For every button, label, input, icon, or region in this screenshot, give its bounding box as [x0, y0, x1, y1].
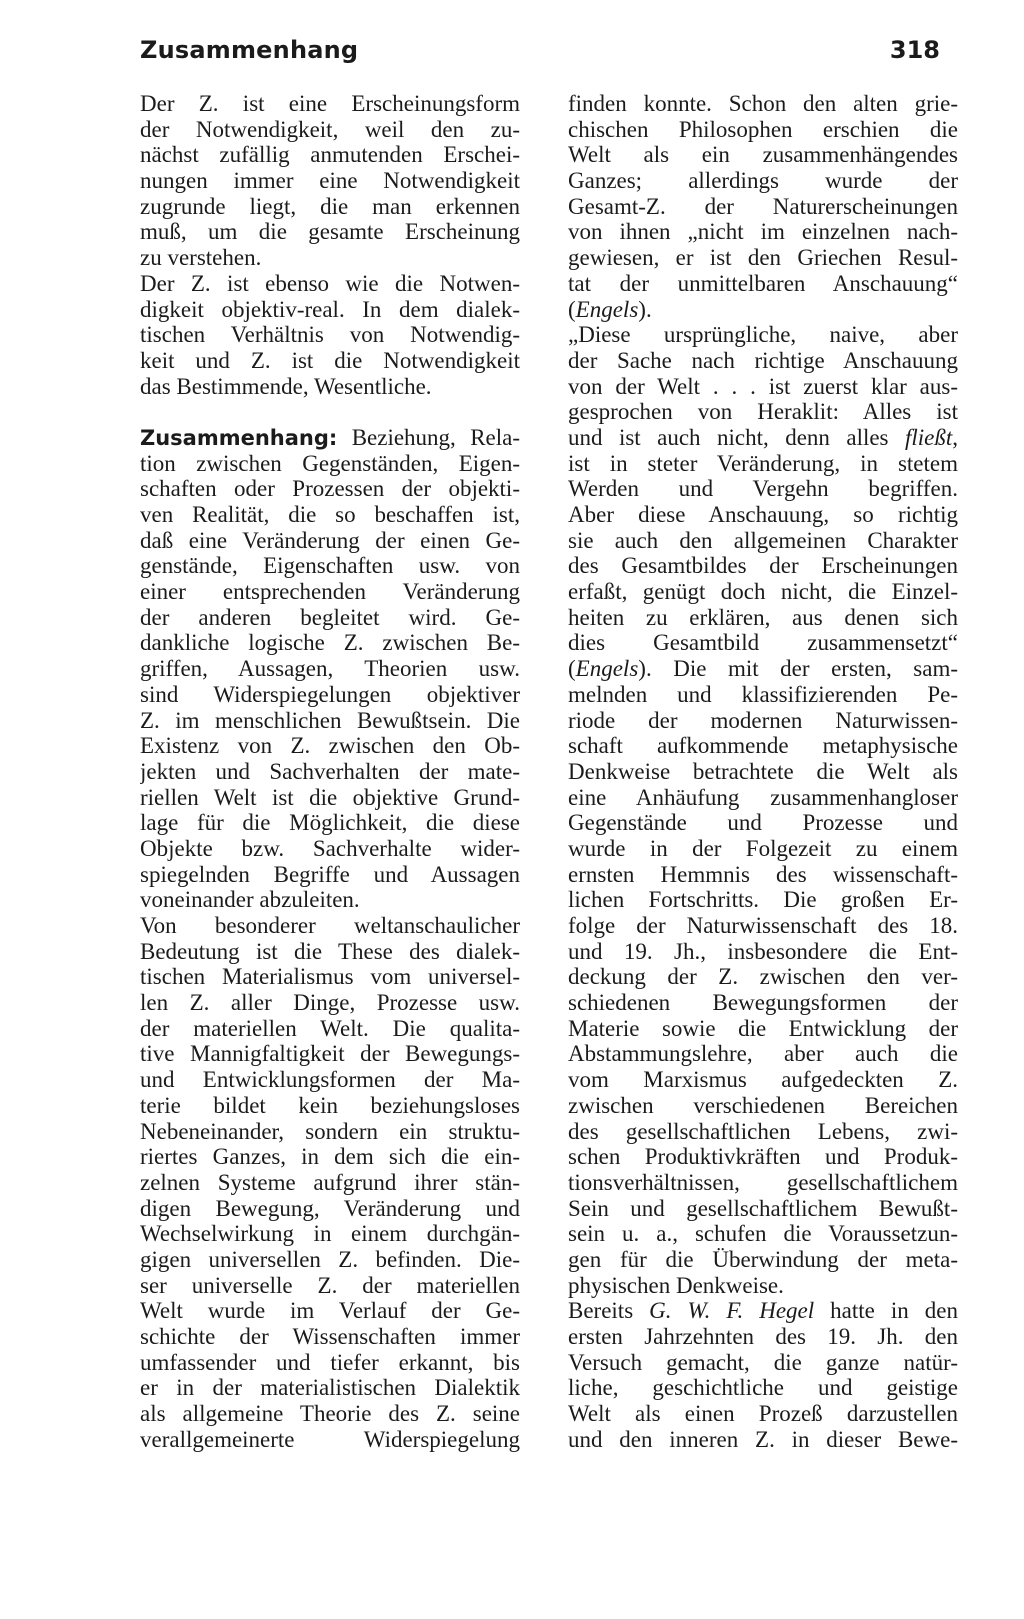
citation-open: ( — [568, 296, 576, 322]
text-line: daß eine Veränderung der einen Ge- — [140, 527, 520, 553]
paragraph — [568, 1324, 958, 1452]
text-fragment: , — [952, 424, 958, 450]
page-header — [140, 36, 940, 76]
text-line: verallgemeinerte Widerspiegelung — [140, 1426, 520, 1452]
text-line: schichte der Wissenschaften immer — [140, 1324, 520, 1349]
text-line: Welt als ein zusammenhängendes — [568, 142, 958, 168]
paragraph — [140, 271, 520, 399]
text-line: vom Marxismus aufgedeckten Z. — [568, 1067, 958, 1093]
text-line: Der Z. ist eine Erscheinungsform — [140, 91, 520, 116]
text-line: tive Mannigfaltigkeit der Bewegungs- — [140, 1041, 520, 1067]
text-line: er in der materialistischen Dialektik — [140, 1375, 520, 1401]
text-fragment: Bereits — [568, 1298, 650, 1324]
text-line: folge der Naturwissenschaft des 18. — [568, 913, 958, 938]
text-line: der Sache nach richtige Anschauung — [568, 347, 958, 373]
text-line: Werden und Vergehn begriffen. — [568, 476, 958, 502]
text-line: muß, um die gesamte Erscheinung — [140, 219, 520, 245]
text-line: spiegelnden Begriffe und Aussagen — [140, 861, 520, 887]
text-line: gesprochen von Heraklit: Alles ist — [568, 399, 958, 425]
text-line: riode der modernen Naturwissen- — [568, 707, 958, 733]
entry-text: Beziehung, Rela- — [351, 424, 520, 450]
text-line: Wechselwirkung in einem durchgän- — [140, 1221, 520, 1247]
text-line: „Diese ursprüngliche, naive, aber — [568, 322, 958, 348]
text-fragment: und ist auch nicht, denn alles — [568, 424, 905, 450]
text-line: dies Gesamtbild zusammensetzt“ — [568, 630, 958, 656]
text-line: tischen Materialismus vom universel- — [140, 964, 520, 990]
text-line: erfaßt, genügt doch nicht, die Einzel- — [568, 579, 958, 605]
text-line: voneinander abzuleiten. — [140, 887, 360, 913]
text-line: der materiellen Welt. Die qualita- — [140, 1015, 520, 1041]
text-line: der anderen begleitet wird. Ge- — [140, 604, 520, 630]
entry-body — [140, 451, 520, 913]
text-line: Materie sowie die Entwicklung der — [568, 1015, 958, 1041]
text-line: umfassender und tiefer erkannt, bis — [140, 1349, 520, 1375]
text-line: als allgemeine Theorie des Z. seine — [140, 1401, 520, 1427]
text-line: tat der unmittelbaren Anschauung“ — [568, 270, 958, 296]
text-line: gewiesen, er ist den Griechen Resul- — [568, 245, 958, 271]
text-line: terie bildet kein beziehungsloses — [140, 1092, 520, 1118]
text-line: deckung der Z. zwischen den ver- — [568, 964, 958, 990]
text-line: zugrunde liegt, die man erkennen — [140, 193, 520, 219]
text-line: digen Bewegung, Veränderung und — [140, 1195, 520, 1221]
text-line: len Z. aller Dinge, Prozesse usw. — [140, 990, 520, 1016]
text-line: griffen, Aussagen, Theorien usw. — [140, 656, 520, 682]
right-column — [568, 91, 958, 1452]
text-line: schen Produktivkräften und Produk- — [568, 1144, 958, 1170]
text-line: nächst zufällig anmutenden Erschei- — [140, 142, 520, 168]
text-line — [568, 656, 958, 682]
citation-open: ( — [568, 656, 576, 682]
text-line: chischen Philosophen erschien die — [568, 116, 958, 142]
text-line: Nebeneinander, sondern ein struktu- — [140, 1118, 520, 1144]
text-line: schaft aufkommende metaphysische — [568, 733, 958, 759]
text-line: lichen Fortschritts. Die großen Er- — [568, 887, 958, 913]
paragraph — [140, 913, 520, 1452]
running-head-title: Zusammenhang — [140, 36, 359, 64]
paragraph — [568, 682, 958, 1299]
text-line: Aber diese Anschauung, so richtig — [568, 502, 958, 527]
text-line: Abstammungslehre, aber auch die — [568, 1041, 958, 1067]
paragraph — [140, 91, 520, 271]
dictionary-entry — [140, 425, 520, 913]
text-line: zwischen verschiedenen Bereichen — [568, 1092, 958, 1118]
text-line: Bedeutung ist die These des dialek- — [140, 938, 520, 964]
text-line: Objekte bzw. Sachverhalte wider- — [140, 835, 520, 861]
text-line: melnden und klassifizierenden Pe- — [568, 681, 958, 707]
text-line: gigen universellen Z. befinden. Die- — [140, 1246, 520, 1272]
text-line: das Bestimmende, Wesentliche. — [140, 373, 432, 399]
person-name: G. W. F. Hegel — [649, 1298, 815, 1324]
text-line — [140, 425, 520, 451]
text-line: des Gesamtbildes der Erscheinungen — [568, 553, 958, 579]
text-line: nungen immer eine Notwendigkeit — [140, 168, 520, 194]
text-line: eine Anhäufung zusammenhangloser — [568, 784, 958, 810]
text-line: Welt als einen Prozeß darzustellen — [568, 1401, 958, 1427]
text-line: Der Z. ist ebenso wie die Notwen- — [140, 270, 520, 296]
left-column — [140, 91, 520, 1452]
text-line — [568, 425, 958, 451]
text-line: ist in steter Veränderung, in stetem — [568, 450, 958, 476]
text-line: jekten und Sachverhalten der mate- — [140, 758, 520, 784]
text-line: einer entsprechenden Veränderung — [140, 579, 520, 605]
text-line: Sein und gesellschaftlichem Bewußt- — [568, 1195, 958, 1221]
citation-author: Engels — [575, 656, 639, 682]
text-line: Denkweise betrachtete die Welt als — [568, 758, 958, 784]
text-line: tionsverhältnissen, gesellschaftlichem — [568, 1169, 958, 1195]
text-line: sie auch den allgemeinen Charakter — [568, 527, 958, 553]
text-line: physischen Denkweise. — [568, 1272, 784, 1298]
text-line: von ihnen „nicht im einzelnen nach- — [568, 219, 958, 245]
text-fragment: ). Die mit der ersten, sam- — [638, 656, 958, 682]
citation-author: Engels — [575, 296, 639, 322]
quotation — [568, 451, 958, 657]
text-line: digkeit objektiv-real. In dem dialek- — [140, 296, 520, 322]
text-line: wurde in der Folgezeit zu einem — [568, 835, 958, 861]
text-line: tion zwischen Gegenständen, Eigen- — [140, 450, 520, 476]
text-line: Von besonderer weltanschaulicher — [140, 913, 520, 938]
text-line: riertes Ganzes, in dem sich die ein- — [140, 1144, 520, 1170]
text-line: tischen Verhältnis von Notwendig- — [140, 322, 520, 348]
text-line: und 19. Jh., insbesondere die Ent- — [568, 938, 958, 964]
text-line: und Entwicklungsformen der Ma- — [140, 1067, 520, 1093]
text-line: finden konnte. Schon den alten grie- — [568, 91, 958, 116]
text-line: Versuch gemacht, die ganze natür- — [568, 1349, 958, 1375]
text-line: schiedenen Bewegungsformen der — [568, 990, 958, 1016]
text-line — [568, 1298, 958, 1324]
text-line: ersten Jahrzehnten des 19. Jh. den — [568, 1324, 958, 1349]
text-line: genstände, Eigenschaften usw. von — [140, 553, 520, 579]
text-line: Z. im menschlichen Bewußtsein. Die — [140, 707, 520, 733]
text-line — [568, 297, 958, 323]
text-line: riellen Welt ist die objektive Grund- — [140, 784, 520, 810]
text-fragment: hatte in den — [814, 1298, 958, 1324]
text-line: Ganzes; allerdings wurde der — [568, 168, 958, 194]
text-line: heiten zu erklären, aus denen sich — [568, 604, 958, 630]
text-line: Welt wurde im Verlauf der Ge- — [140, 1298, 520, 1324]
quotation — [568, 322, 958, 425]
text-line: von der Welt . . . ist zuerst klar aus- — [568, 373, 958, 399]
emphasis: fließt — [904, 424, 953, 450]
citation-close: ). — [638, 296, 652, 322]
entry-term: Zusammenhang: — [140, 425, 338, 450]
text-line: gen für die Überwindung der meta- — [568, 1246, 958, 1272]
text-line: liche, geschichtliche und geistige — [568, 1375, 958, 1401]
text-line: sein u. a., schufen die Voraussetzun- — [568, 1221, 958, 1247]
text-line: und den inneren Z. in dieser Bewe- — [568, 1426, 958, 1452]
text-line: Gegenstände und Prozesse und — [568, 810, 958, 836]
text-line: sind Widerspiegelungen objektiver — [140, 681, 520, 707]
text-line: Existenz von Z. zwischen den Ob- — [140, 733, 520, 759]
text-line: zu verstehen. — [140, 245, 262, 271]
text-line: ser universelle Z. der materiellen — [140, 1272, 520, 1298]
text-line: ven Realität, die so beschaffen ist, — [140, 502, 520, 527]
text-line: dankliche logische Z. zwischen Be- — [140, 630, 520, 656]
text-line: lage für die Möglichkeit, die diese — [140, 810, 520, 836]
paragraph-gap — [140, 399, 520, 425]
paragraph — [568, 91, 958, 297]
text-line: der Notwendigkeit, weil den zu- — [140, 116, 520, 142]
text-line: Gesamt-Z. der Naturerscheinungen — [568, 193, 958, 219]
text-line: ernsten Hemmnis des wissenschaft- — [568, 861, 958, 887]
text-line: des gesellschaftlichen Lebens, zwi- — [568, 1118, 958, 1144]
text-line: schaften oder Prozessen der objekti- — [140, 476, 520, 502]
page-number: 318 — [889, 36, 940, 64]
text-line: zelnen Systeme aufgrund ihrer stän- — [140, 1169, 520, 1195]
text-line: keit und Z. ist die Notwendigkeit — [140, 347, 520, 373]
